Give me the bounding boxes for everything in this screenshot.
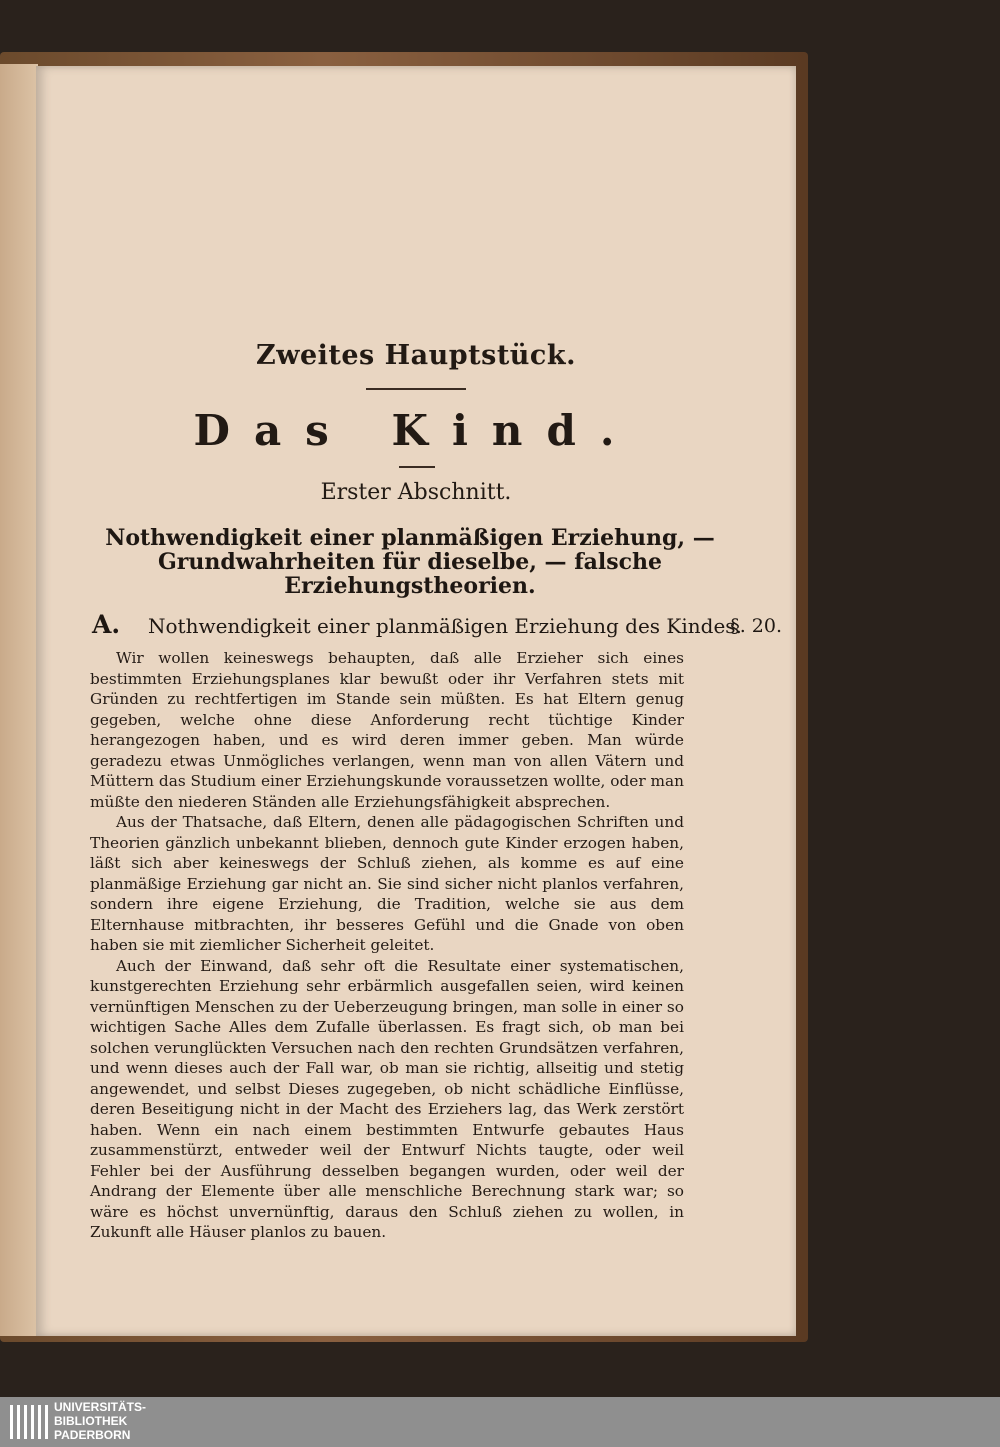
body-paragraph: Aus der Thatsache, daß Eltern, denen alle pädagogischen Schriften und Theorien gänzlich unbekannt blieben, dennoch gute Kinder erzogen haben, läßt sich aber keineswegs der Schluß ziehen, als komme es auf eine planmäßige Erziehung gar nicht an. Sie sind sicher nicht planlos verfahren, sondern ihre eigene Erziehung, die Tradition, welche sie aus dem Elternhause mitbrachten, ihr besseres Gefühl und die Gnade von oben haben sie mit ziemlicher Sicherheit geleitet. bbox=[90, 813, 684, 954]
body-paragraph: Auch der Einwand, daß sehr oft die Resultate einer systematischen, kunstgerechten Erziehung sehr erbärmlich ausgefallen seien, wird keinen vernünftigen Menschen zu der Ueberzeugung bringen, man solle in einer so wichtigen Sache Alles dem Zufalle überlassen. Es fragt sich, ob man bei solchen verunglückten Versuchen nach den rechten Grundsätzen verfahren, und wenn dieses auch der Fall war, ob man sie richtig, allseitig und stetig angewendet, und selbst Dieses zugegeben, ob nicht schädliche Einflüsse, deren Beseitigung nicht in der Macht des Erziehers lag, das Werk zerstört haben. Wenn ein nach einem bestimmten Entwurfe gebautes Haus zusammenstürzt, entweder weil der Entwurf Nichts taugte, oder weil Fehler bei der Ausführung desselben begangen wurden, oder weil der Andrang der Elemente über alle menschliche Berechnung stark war; so wäre es höchst unvernünftig, daraus den Schluß ziehen zu wollen, in Zukunft alle Häuser planlos zu bauen. bbox=[90, 956, 684, 1241]
subsection-letter: A. bbox=[92, 610, 121, 639]
heading-rule bbox=[366, 388, 466, 390]
library-logo-icon bbox=[10, 1405, 48, 1439]
library-footer bbox=[0, 1397, 1000, 1447]
library-name-line: BIBLIOTHEK bbox=[54, 1414, 128, 1428]
subsection-heading bbox=[92, 610, 782, 644]
library-name-line: UNIVERSITÄTS- bbox=[54, 1400, 147, 1414]
part-heading: Zweites Hauptstück. bbox=[256, 340, 576, 371]
body-paragraph: Wir wollen keineswegs behaupten, daß alle Erzieher sich eines bestimmten Erziehungsplanes klar bewußt oder ihr Verfahren stets mit Gründen zu rechtfertigen im Stande sein müßten. Es hat Eltern genug gegeben, welche ohne diese Anforderung recht tüchtige Kinder herangezogen haben, und es wird deren immer geben. Man würde geradezu etwas Unmögliches verlangen, wenn man von allen Vätern und Müttern das Studium einer Erziehungskunde voraussetzen wollte, oder man müßte den niederen Ständen alle Erziehungsfähigkeit absprechen. bbox=[90, 649, 684, 811]
book-page bbox=[36, 66, 796, 1336]
section-label: Erster Abschnitt. bbox=[320, 480, 512, 505]
chapter-title: Das Kind. bbox=[193, 406, 639, 455]
title-rule bbox=[399, 466, 435, 468]
library-name bbox=[54, 1400, 146, 1442]
left-page-edge bbox=[0, 64, 38, 1336]
paragraph-number: §. 20. bbox=[730, 615, 782, 637]
library-name-line: PADERBORN bbox=[54, 1428, 131, 1442]
subsection-title: Nothwendigkeit einer planmäßigen Erziehung des Kindes. bbox=[148, 614, 742, 638]
body-text bbox=[90, 648, 684, 1243]
section-title: Nothwendigkeit einer planmäßigen Erziehung, — Grundwahrheiten für dieselbe, — falsche Erziehungstheorien. bbox=[105, 525, 715, 599]
